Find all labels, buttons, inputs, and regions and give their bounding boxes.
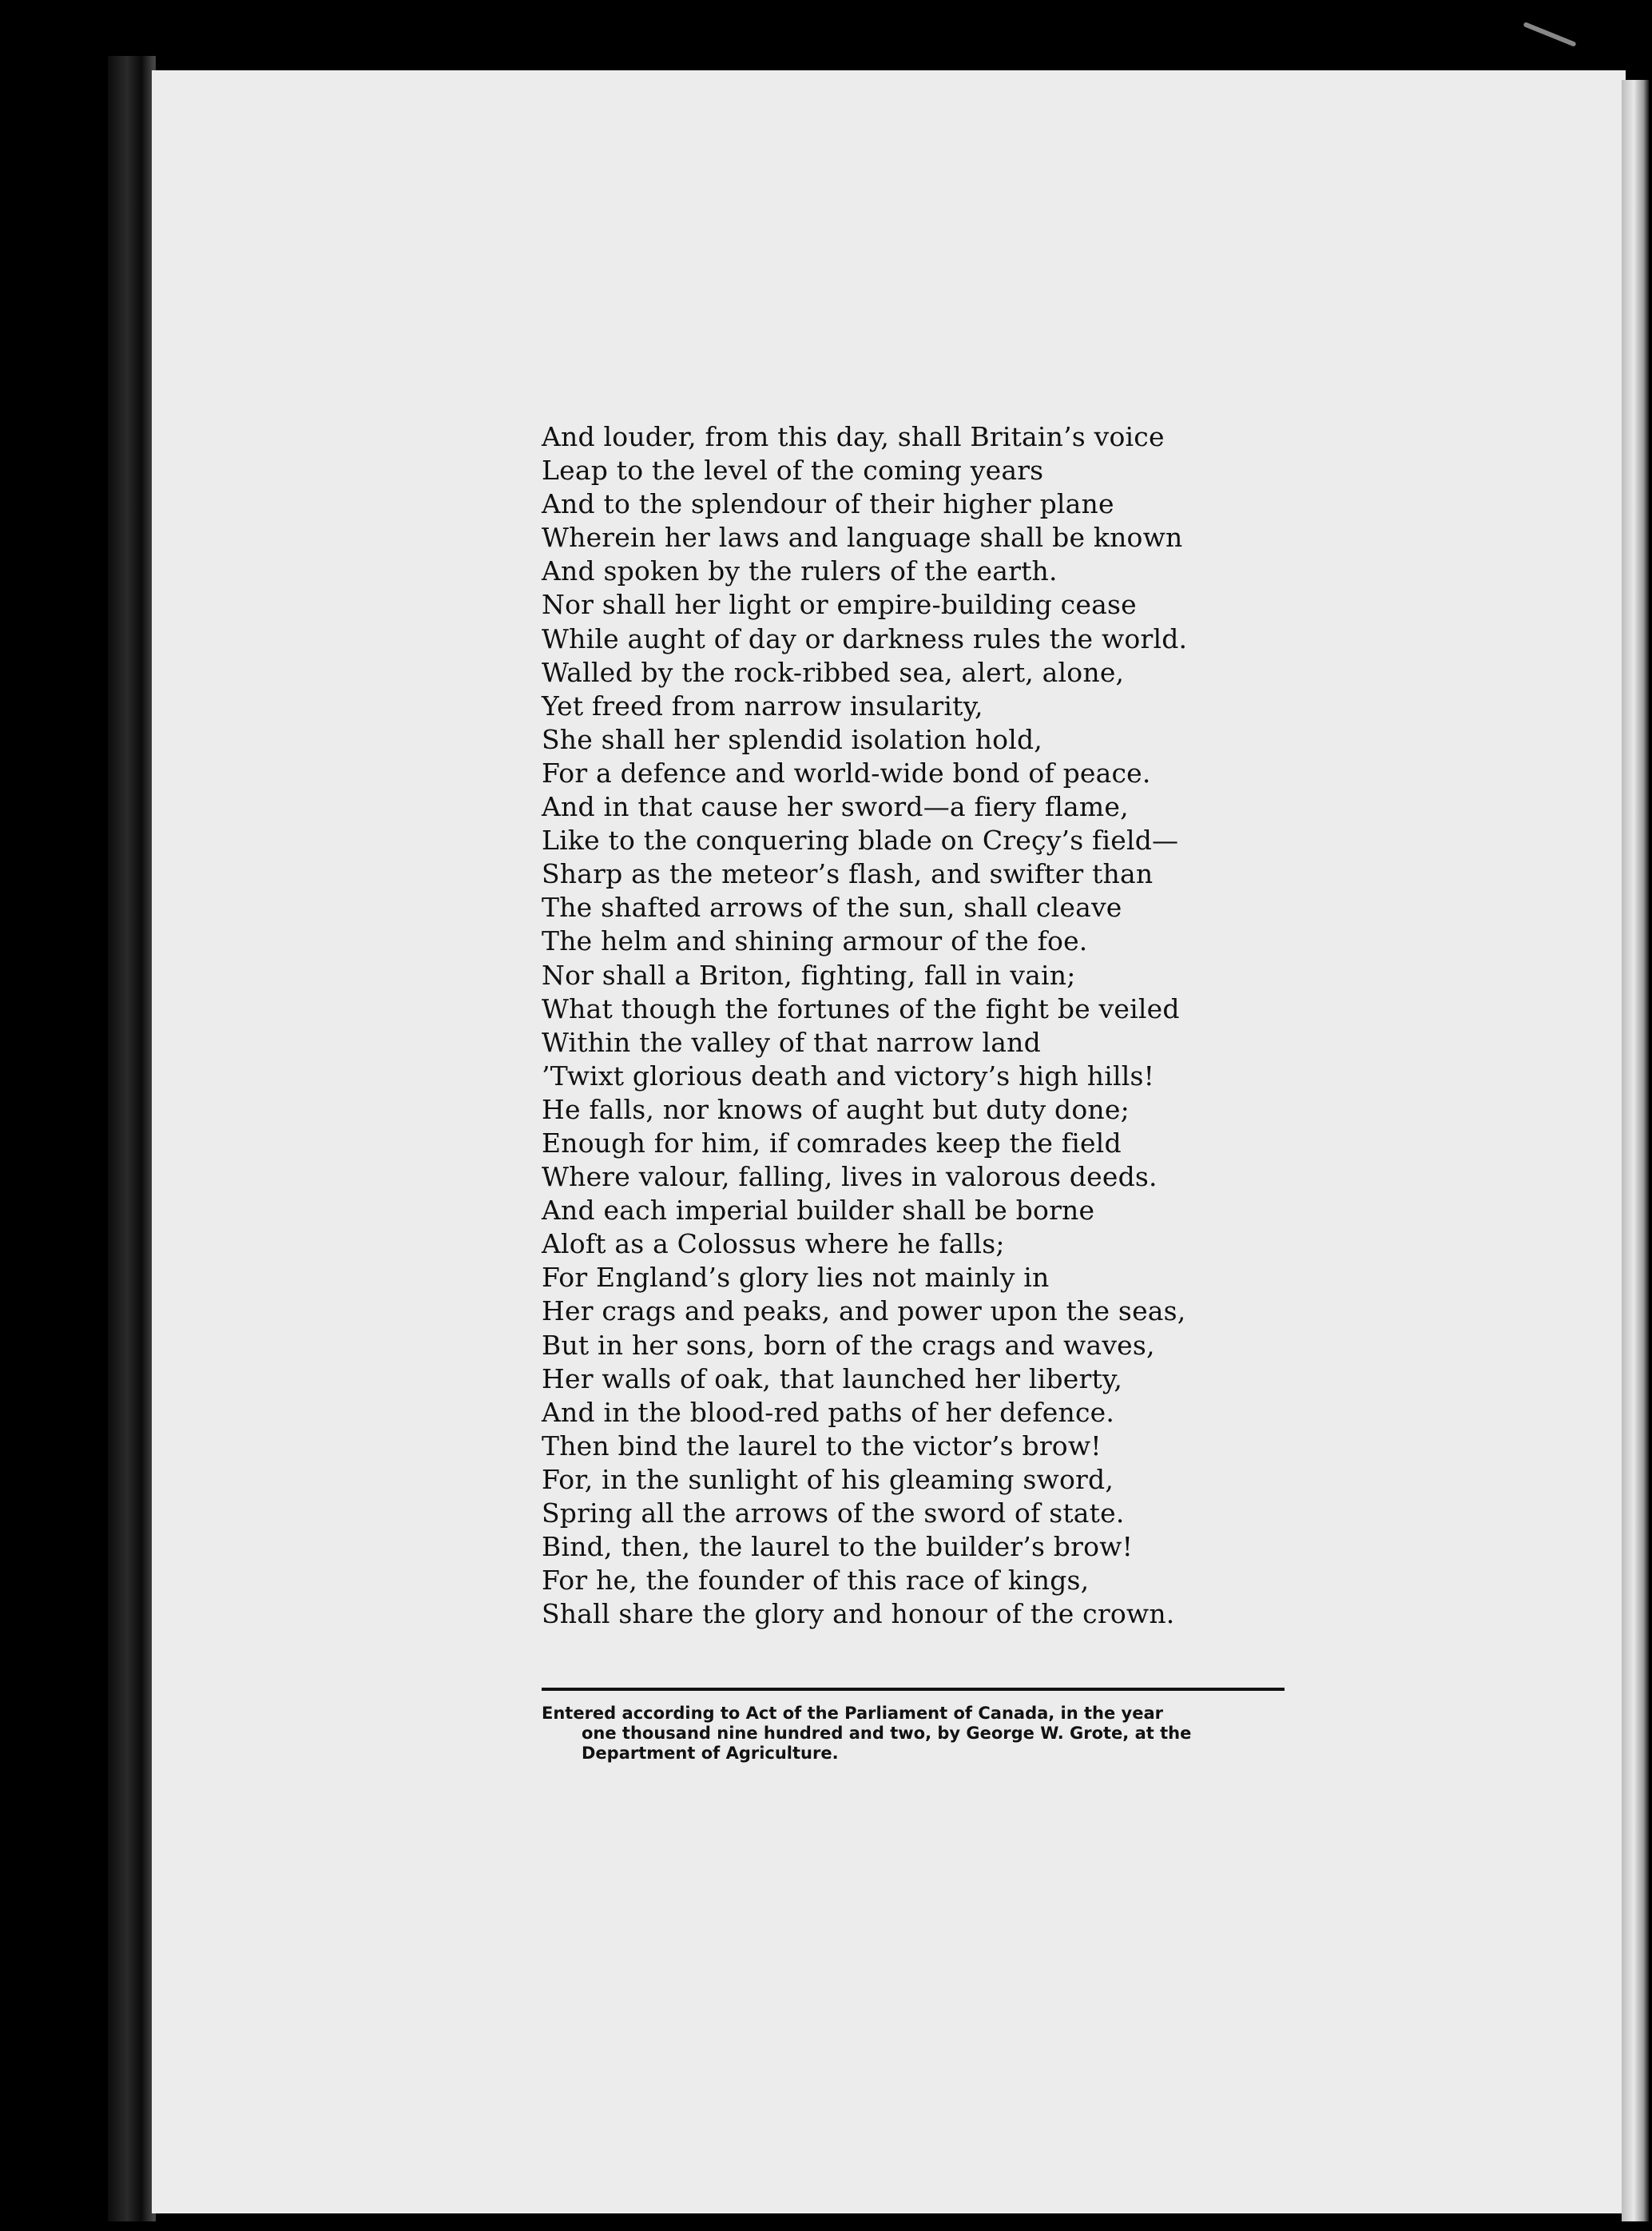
poem-line: And each imperial builder shall be borne: [542, 1195, 1095, 1227]
poem-line: Shall share the glory and honour of the crown.: [542, 1598, 1175, 1630]
poem-line: While aught of day or darkness rules the world.: [542, 622, 1188, 654]
poem-line: Bind, then, the laurel to the builder’s brow!: [542, 1531, 1134, 1563]
poem-line: Within the valley of that narrow land: [542, 1026, 1041, 1058]
book-binding-left: [108, 56, 156, 2221]
poem-line: For he, the founder of this race of kings,: [542, 1565, 1090, 1597]
poem-line: She shall her splendid isolation hold,: [542, 723, 1042, 755]
poem-line: For, in the sunlight of his gleaming sword,: [542, 1463, 1114, 1495]
copyright-line-1: Entered according to Act of the Parliament of Canada, in the year: [542, 1704, 1164, 1723]
poem-line: Her crags and peaks, and power upon the seas,: [542, 1295, 1186, 1327]
poem-line: Yet freed from narrow insularity,: [542, 690, 983, 722]
poem-line: Aloft as a Colossus where he falls;: [542, 1228, 1005, 1260]
poem-line: And to the splendour of their higher plane: [542, 488, 1114, 520]
copyright-notice: [542, 1704, 1293, 1764]
poem-line: Spring all the arrows of the sword of state.: [542, 1497, 1125, 1529]
poem-line: Where valour, falling, lives in valorous deeds.: [542, 1161, 1158, 1193]
poem-line: For a defence and world-wide bond of peace.: [542, 757, 1151, 789]
poem-line: Walled by the rock-ribbed sea, alert, alone,: [542, 656, 1125, 688]
poem-line: Leap to the level of the coming years: [542, 455, 1044, 487]
scan-mark: [1523, 22, 1576, 47]
poem-line: The helm and shining armour of the foe.: [542, 925, 1088, 957]
poem-line: Her walls of oak, that launched her liberty,: [542, 1362, 1123, 1394]
poem-line: Nor shall her light or empire-building cease: [542, 589, 1137, 621]
poem-line: And in that cause her sword—a fiery flame,: [542, 791, 1129, 823]
poem-line: Like to the conquering blade on Creçy’s field—: [542, 825, 1179, 857]
horizontal-rule: [542, 1688, 1285, 1691]
poem-line: And louder, from this day, shall Britain’s voice: [542, 421, 1165, 452]
poem-line: Nor shall a Briton, fighting, fall in vain;: [542, 959, 1076, 991]
copyright-line-3: Department of Agriculture.: [582, 1744, 839, 1763]
book-binding-right: [1622, 80, 1649, 2221]
poem-line: Enough for him, if comrades keep the field: [542, 1127, 1122, 1159]
poem-line: And in the blood-red paths of her defence.: [542, 1396, 1115, 1428]
poem-line: What though the fortunes of the fight be veiled: [542, 992, 1180, 1024]
poem-line: And spoken by the rulers of the earth.: [542, 555, 1058, 587]
copyright-line-2: one thousand nine hundred and two, by George W. Grote, at the: [582, 1724, 1192, 1743]
poem-line: For England’s glory lies not mainly in: [542, 1262, 1050, 1294]
poem-line: Wherein her laws and language shall be known: [542, 522, 1183, 554]
poem-text: [542, 420, 1261, 1631]
poem-line: Then bind the laurel to the victor’s brow!: [542, 1430, 1102, 1461]
poem-line: But in her sons, born of the crags and waves,: [542, 1329, 1155, 1361]
poem-line: The shafted arrows of the sun, shall cleave: [542, 892, 1122, 924]
poem-line: Sharp as the meteor’s flash, and swifter than: [542, 858, 1154, 890]
poem-line: He falls, nor knows of aught but duty done;: [542, 1093, 1130, 1125]
poem-line: ’Twixt glorious death and victory’s high hills!: [542, 1060, 1155, 1092]
